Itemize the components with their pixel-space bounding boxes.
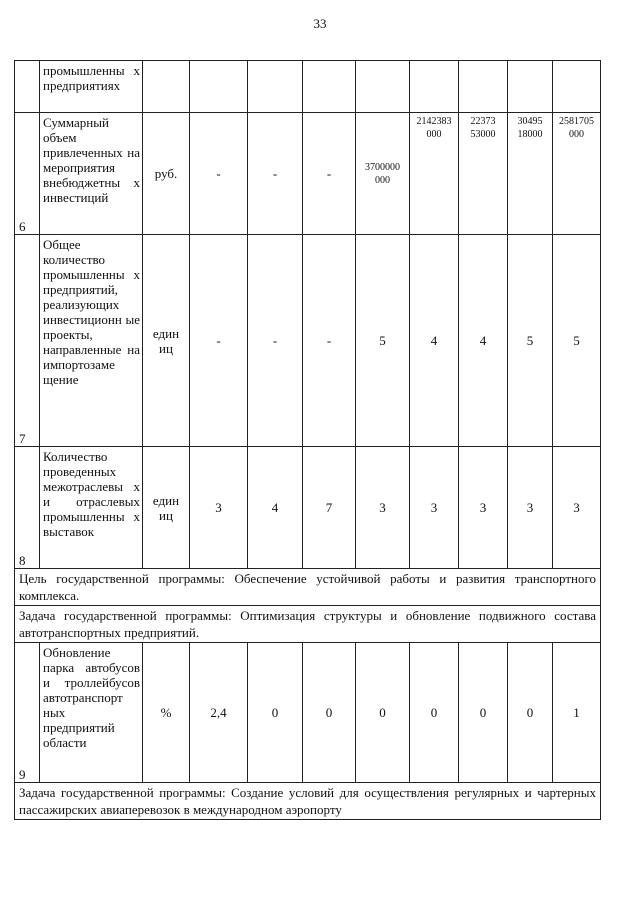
value-cell: 0 bbox=[459, 643, 508, 783]
table-row bbox=[15, 113, 601, 235]
program-task-row bbox=[15, 783, 601, 820]
value-cell: 3 bbox=[553, 447, 601, 569]
row-number: 8 bbox=[15, 447, 40, 569]
value-cell: 22373 53000 bbox=[459, 113, 508, 235]
table-row bbox=[15, 643, 601, 783]
value-cell: - bbox=[248, 113, 303, 235]
page-number: 33 bbox=[313, 16, 327, 31]
value-cell: 3700000 000 bbox=[356, 113, 410, 235]
indicator-name: Количество проведенных межотраслевы х и отраслевых промышленны х выставок bbox=[40, 447, 143, 569]
row-number: 9 bbox=[15, 643, 40, 783]
value-cell: 0 bbox=[410, 643, 459, 783]
value-cell: 3 bbox=[190, 447, 248, 569]
unit-cell: % bbox=[143, 643, 190, 783]
value-cell: 4 bbox=[248, 447, 303, 569]
value-cell bbox=[303, 61, 356, 113]
value-cell: 0 bbox=[356, 643, 410, 783]
indicators-table bbox=[14, 60, 601, 820]
row-number bbox=[15, 61, 40, 113]
value-cell bbox=[356, 61, 410, 113]
value-cell: 4 bbox=[410, 235, 459, 447]
value-cell: - bbox=[190, 113, 248, 235]
value-cell bbox=[410, 61, 459, 113]
value-cell: 30495 18000 bbox=[508, 113, 553, 235]
table-row bbox=[15, 447, 601, 569]
unit-cell: руб. bbox=[143, 113, 190, 235]
value-cell bbox=[459, 61, 508, 113]
indicator-name: Общее количество промышленны х предприятий, реализующих инвестиционн ые проекты, направленные на импортозаме щение bbox=[40, 235, 143, 447]
value-cell: 3 bbox=[459, 447, 508, 569]
value-cell: 3 bbox=[508, 447, 553, 569]
program-task-text: Задача государственной программы: Оптимизация структуры и обновление подвижного состава автотранспортных предприятий. bbox=[15, 606, 601, 643]
value-cell: - bbox=[303, 113, 356, 235]
value-cell: 1 bbox=[553, 643, 601, 783]
value-cell bbox=[553, 61, 601, 113]
value-cell: - bbox=[248, 235, 303, 447]
table-row bbox=[15, 235, 601, 447]
indicator-name: Суммарный объем привлеченных на мероприятия внебюджетны х инвестиций bbox=[40, 113, 143, 235]
program-task-row bbox=[15, 606, 601, 643]
value-cell bbox=[190, 61, 248, 113]
row-number: 7 bbox=[15, 235, 40, 447]
value-cell: 7 bbox=[303, 447, 356, 569]
table-row bbox=[15, 61, 601, 113]
row-number: 6 bbox=[15, 113, 40, 235]
program-task-text: Задача государственной программы: Создание условий для осуществления регулярных и чартерных пассажирских авиаперевозок в международном аэропорту bbox=[15, 783, 601, 820]
value-cell: 3 bbox=[410, 447, 459, 569]
value-cell: 3 bbox=[356, 447, 410, 569]
value-cell: - bbox=[190, 235, 248, 447]
value-cell: - bbox=[303, 235, 356, 447]
unit-cell bbox=[143, 61, 190, 113]
value-cell: 0 bbox=[303, 643, 356, 783]
indicator-name: промышленны х предприятиях bbox=[40, 61, 143, 113]
program-goal-text: Цель государственной программы: Обеспечение устойчивой работы и развития транспортного комплекса. bbox=[15, 569, 601, 606]
indicator-name: Обновление парка автобусов и троллейбусов автотранспорт ных предприятий области bbox=[40, 643, 143, 783]
value-cell: 0 bbox=[248, 643, 303, 783]
value-cell: 5 bbox=[553, 235, 601, 447]
value-cell: 4 bbox=[459, 235, 508, 447]
value-cell: 2,4 bbox=[190, 643, 248, 783]
value-cell bbox=[508, 61, 553, 113]
value-cell: 2581705 000 bbox=[553, 113, 601, 235]
program-goal-row bbox=[15, 569, 601, 606]
unit-cell: един иц bbox=[143, 235, 190, 447]
unit-cell: един иц bbox=[143, 447, 190, 569]
value-cell bbox=[248, 61, 303, 113]
value-cell: 5 bbox=[508, 235, 553, 447]
value-cell: 0 bbox=[508, 643, 553, 783]
value-cell: 5 bbox=[356, 235, 410, 447]
value-cell: 2142383 000 bbox=[410, 113, 459, 235]
